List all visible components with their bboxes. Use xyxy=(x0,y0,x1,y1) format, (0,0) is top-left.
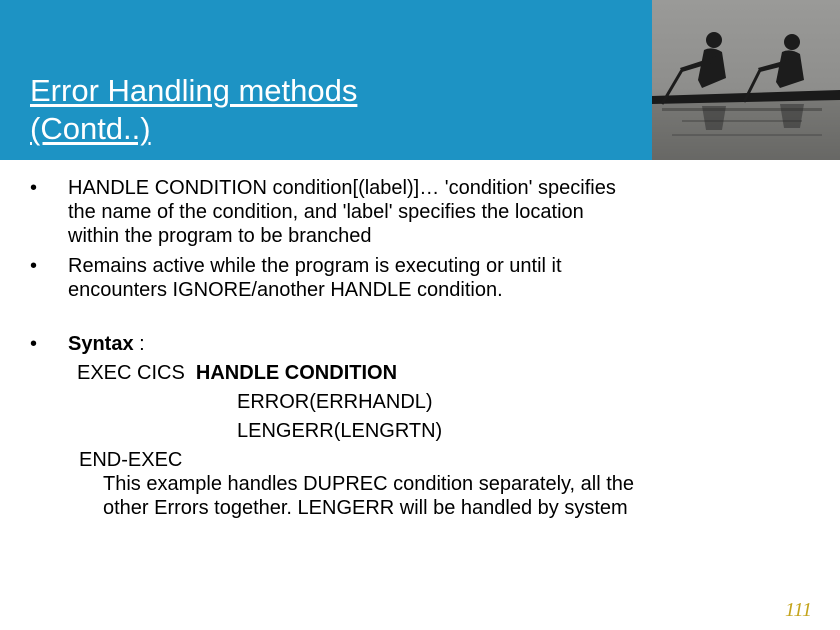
slide-title xyxy=(30,72,357,148)
page-number: 111 xyxy=(784,599,812,621)
bullet-remains-active xyxy=(30,254,810,302)
slide-title-line-2: (Contd..) xyxy=(30,111,151,146)
syntax-arg-error: ERROR(ERRHANDL) xyxy=(237,391,433,413)
bullet-line: the name of the condition, and 'label' specifies the location xyxy=(68,201,584,223)
rowers-photo xyxy=(652,0,840,160)
bullet-line: within the program to be branched xyxy=(68,225,372,247)
syntax-arg-lengerr: LENGERR(LENGRTN) xyxy=(237,420,443,442)
bullet-dot: • xyxy=(30,177,38,199)
syntax-colon: : xyxy=(133,333,145,355)
syntax-end-exec: END-EXEC xyxy=(79,449,183,471)
title-banner xyxy=(0,0,840,160)
slide-title-line-1: Error Handling methods xyxy=(30,73,358,108)
syntax-label: Syntax xyxy=(68,333,134,355)
syntax-heading xyxy=(68,332,810,356)
exec-prefix: EXEC CICS xyxy=(77,362,196,384)
bullet-dot: • xyxy=(30,333,38,355)
rowers-photo-image xyxy=(652,0,840,160)
syntax-exec-line xyxy=(30,361,810,385)
bullet-line: encounters IGNORE/another HANDLE condition. xyxy=(68,279,503,301)
syntax-note-line-2: other Errors together. LENGERR will be handled by system xyxy=(103,497,628,519)
slide-body xyxy=(30,176,810,520)
bullet-syntax xyxy=(30,332,810,356)
bullet-line: HANDLE CONDITION condition[(label)]… 'condition' specifies xyxy=(68,177,616,199)
bullet-line: Remains active while the program is executing or until it xyxy=(68,255,562,277)
bullet-handle-condition xyxy=(30,176,810,248)
bullet-dot: • xyxy=(30,255,38,277)
syntax-note-line-1: This example handles DUPREC condition separately, all the xyxy=(103,473,635,495)
exec-command: HANDLE CONDITION xyxy=(195,362,398,384)
